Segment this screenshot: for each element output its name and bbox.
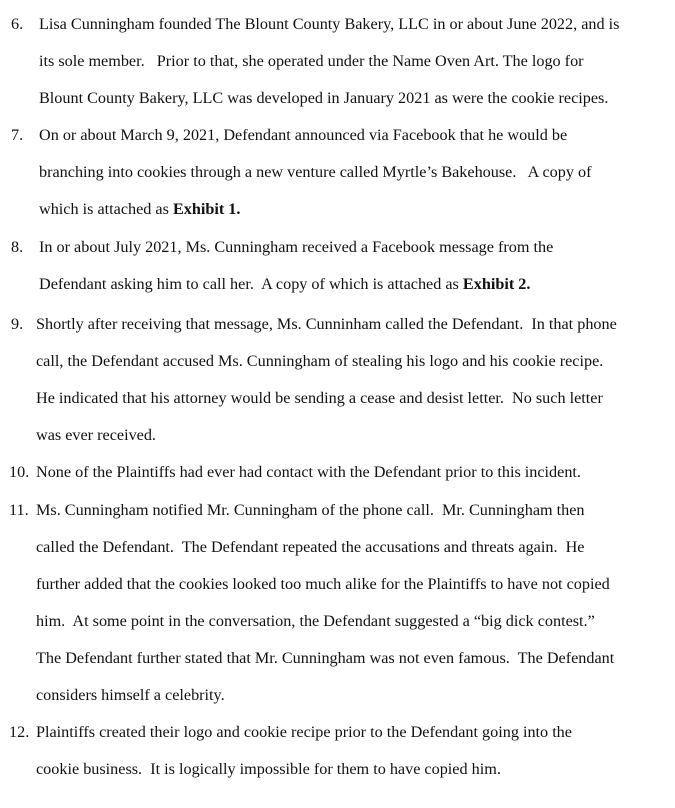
paragraph-line: Plaintiffs created their logo and cookie recipe prior to the Defendant going into the: [36, 723, 572, 741]
paragraph-number: 12.: [9, 723, 30, 741]
line-text: Defendant asking him to call her. A copy of which is attached as: [39, 275, 463, 293]
paragraph-line: Shortly after receiving that message, Ms. Cunninham called the Defendant. In that phone: [36, 315, 617, 333]
paragraph-line: The Defendant further stated that Mr. Cunningham was not even famous. The Defendant: [36, 649, 615, 667]
paragraph-line: branching into cookies through a new venture called Myrtle’s Bakehouse. A copy of: [39, 163, 592, 181]
paragraph-number: 10.: [9, 463, 30, 481]
paragraph-line: cookie business. It is logically impossible for them to have copied him.: [36, 760, 501, 778]
line-text: which is attached as: [39, 200, 173, 218]
paragraph-line: him. At some point in the conversation, the Defendant suggested a “big dick contest.”: [36, 612, 595, 630]
paragraph-line: considers himself a celebrity.: [36, 686, 225, 704]
paragraph-number: 11.: [9, 501, 29, 519]
paragraph-number: 7.: [11, 126, 24, 144]
paragraph-line: call, the Defendant accused Ms. Cunningham of stealing his logo and his cookie recipe.: [36, 352, 604, 370]
paragraph-line-with-exhibit: [39, 200, 240, 218]
paragraph-number: 9.: [11, 315, 24, 333]
paragraph-number: 8.: [11, 238, 24, 256]
paragraph-line: further added that the cookies looked too much alike for the Plaintiffs to have not copied: [36, 575, 610, 593]
paragraph-line-with-exhibit: [39, 275, 530, 293]
paragraph-line: Ms. Cunningham notified Mr. Cunningham of the phone call. Mr. Cunningham then: [36, 501, 585, 519]
paragraph-line: In or about July 2021, Ms. Cunningham received a Facebook message from the: [39, 238, 554, 256]
paragraph-line: called the Defendant. The Defendant repeated the accusations and threats again. He: [36, 538, 585, 556]
exhibit-1-reference: Exhibit 1.: [172, 200, 241, 218]
paragraph-line: None of the Plaintiffs had ever had contact with the Defendant prior to this incident.: [36, 463, 581, 481]
paragraph-line: its sole member. Prior to that, she operated under the Name Oven Art. The logo for: [39, 52, 584, 70]
paragraph-number: 6.: [11, 15, 24, 33]
paragraph-line: On or about March 9, 2021, Defendant announced via Facebook that he would be: [39, 126, 568, 144]
exhibit-2-reference: Exhibit 2.: [462, 275, 531, 293]
paragraph-line: was ever received.: [36, 426, 156, 444]
paragraph-line: Blount County Bakery, LLC was developed in January 2021 as were the cookie recipes.: [39, 89, 609, 107]
paragraph-line: Lisa Cunningham founded The Blount County Bakery, LLC in or about June 2022, and is: [39, 15, 620, 33]
paragraph-line: He indicated that his attorney would be sending a cease and desist letter. No such letter: [36, 389, 603, 407]
